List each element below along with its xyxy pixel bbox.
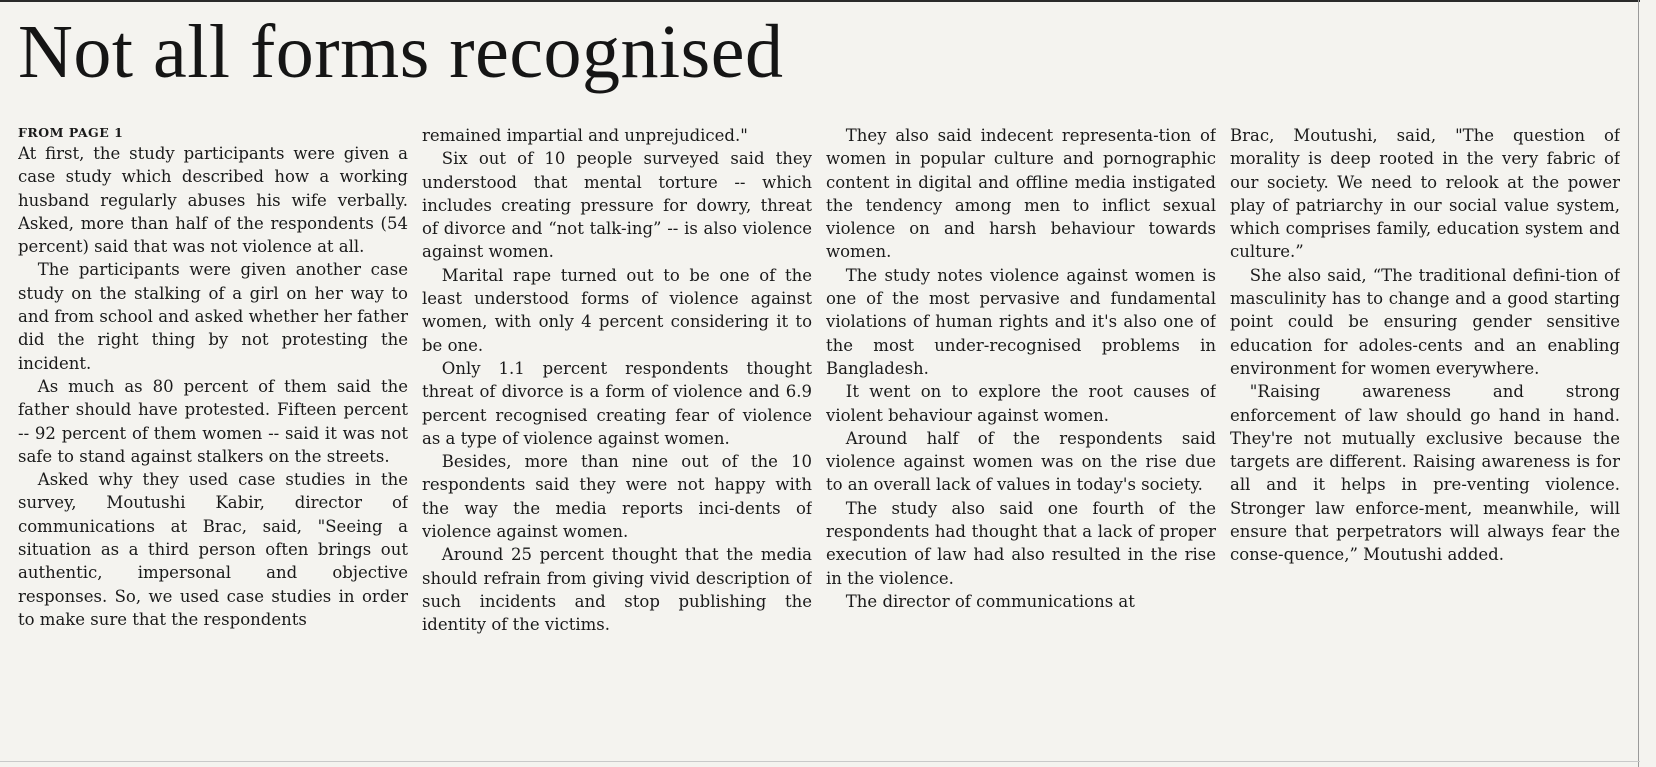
paragraph: The participants were given another case study on the stalking of a girl on her way to and from school and asked whether her father did the right thing by not protesting the incident. — [18, 260, 408, 373]
paragraph: They also said indecent representa-tion of women in popular culture and pornographic content in digital and offline media instigated the tendency among men to inflict sexual violence on and harsh behaviour towards women. — [826, 126, 1216, 262]
column-3 — [826, 124, 1216, 754]
paragraph: As much as 80 percent of them said the father should have protested. Fifteen percent -- 92 percent of them women -- said it was not safe to stand against stalkers on the streets. — [18, 376, 408, 466]
paragraph: Besides, more than nine out of the 10 respondents said they were not happy with the way the media reports inci-dents of violence against women. — [422, 452, 812, 542]
paragraph: Asked why they used case studies in the survey, Moutushi Kabir, director of communications at Brac, said, "Seeing a situation as a third person often brings out authentic, impersonal and objective responses. So, we used case studies in order to make sure that the respondents — [18, 470, 408, 629]
paragraph: The study also said one fourth of the respondents had thought that a lack of proper execution of law had also resulted in the rise in the violence. — [826, 498, 1216, 588]
paragraph: The director of communications at — [845, 591, 1135, 611]
jump-kicker: FROM PAGE 1 — [18, 125, 124, 140]
paragraph: Only 1.1 percent respondents thought threat of divorce is a form of violence and 6.9 percent recognised creating fear of violence as a type of violence against women. — [422, 358, 812, 448]
column-2 — [422, 124, 812, 754]
column-4 — [1230, 124, 1620, 754]
paragraph: She also said, “The traditional defini-tion of masculinity has to change and a good starting point could be ensuring gender sensitive education for adoles-cents and an enabling environment for women everywhere. — [1230, 265, 1620, 378]
paragraph: It went on to explore the root causes of violent behaviour against women. — [826, 382, 1216, 425]
paragraph: remained impartial and unprejudiced." — [422, 126, 748, 145]
paragraph: "Raising awareness and strong enforcement of law should go hand in hand. They're not mutually exclusive because the targets are different. Raising awareness is for all and it helps in pre-venting violence. Stronger law enforce-ment, meanwhile, will ensure that perpetrators will always fear the conse-quence,” Moutushi added. — [1230, 382, 1620, 565]
headline: Not all forms recognised — [18, 10, 784, 94]
top-rule — [0, 0, 1640, 2]
article-body — [18, 124, 1622, 754]
paragraph: Six out of 10 people surveyed said they understood that mental torture -- which includes creating pressure for dowry, threat of divorce and “not talk-ing” -- is also violence against women. — [422, 149, 812, 262]
paragraph: Brac, Moutushi, said, "The question of morality is deep rooted in the very fabric of our society. We need to relook at the power play of patriarchy in our social value system, which comprises family, education system and culture.” — [1230, 126, 1620, 262]
paragraph: Around half of the respondents said violence against women was on the rise due to an overall lack of values in today's society. — [826, 428, 1216, 495]
paragraph: At first, the study participants were given a case study which described how a working husband regularly abuses his wife verbally. Asked, more than half of the respondents (54 percent) said that was not violence at all. — [18, 144, 408, 257]
column-1 — [18, 124, 408, 754]
bottom-rule — [0, 761, 1640, 762]
paragraph: The study notes violence against women is one of the most pervasive and fundamental violations of human rights and it's also one of the most under-recognised problems in Bangladesh. — [826, 265, 1216, 378]
paragraph: Around 25 percent thought that the media should refrain from giving vivid description of such incidents and stop publishing the identity of the victims. — [422, 545, 812, 635]
paragraph: Marital rape turned out to be one of the least understood forms of violence against women, with only 4 percent considering it to be one. — [422, 265, 812, 355]
page-edge-rule — [1638, 0, 1639, 767]
